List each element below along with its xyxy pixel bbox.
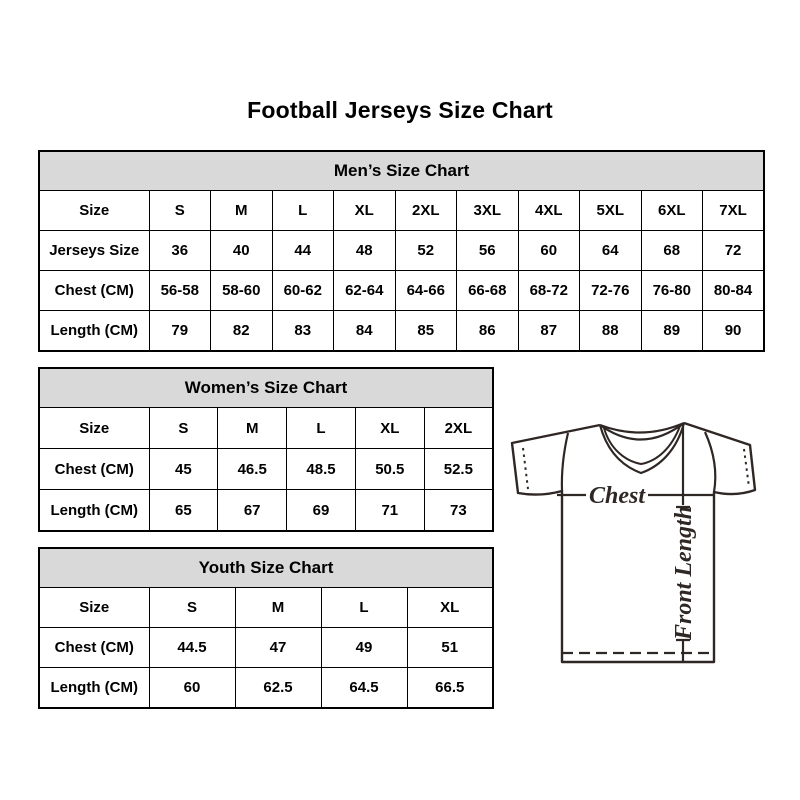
size-cell: 48 bbox=[334, 231, 396, 271]
size-cell: 56 bbox=[457, 231, 519, 271]
size-cell: 83 bbox=[272, 311, 334, 352]
size-cell: 58-60 bbox=[211, 271, 273, 311]
size-cell: 85 bbox=[395, 311, 457, 352]
mens-table-title: Men’s Size Chart bbox=[39, 151, 764, 191]
size-cell: 67 bbox=[218, 490, 287, 532]
size-cell: 3XL bbox=[457, 191, 519, 231]
size-cell: 71 bbox=[355, 490, 424, 532]
size-cell: 52.5 bbox=[424, 449, 493, 490]
size-cell: 89 bbox=[641, 311, 703, 352]
table-row bbox=[39, 408, 493, 449]
row-label: Chest (CM) bbox=[39, 271, 149, 311]
size-cell: 4XL bbox=[518, 191, 580, 231]
womens-size-table bbox=[38, 367, 494, 532]
size-cell: 5XL bbox=[580, 191, 642, 231]
table-row bbox=[39, 311, 764, 352]
table-row bbox=[39, 628, 493, 668]
size-cell: 60 bbox=[149, 668, 235, 709]
table-row bbox=[39, 588, 493, 628]
table-row bbox=[39, 449, 493, 490]
front-length-label: Front Length bbox=[671, 505, 697, 641]
size-cell: 64-66 bbox=[395, 271, 457, 311]
row-label: Length (CM) bbox=[39, 490, 149, 532]
row-label: Size bbox=[39, 191, 149, 231]
size-cell: 79 bbox=[149, 311, 211, 352]
table-row bbox=[39, 151, 764, 191]
size-cell: 84 bbox=[334, 311, 396, 352]
size-cell: 68 bbox=[641, 231, 703, 271]
size-cell: 68-72 bbox=[518, 271, 580, 311]
size-cell: M bbox=[218, 408, 287, 449]
jersey-measurement-diagram bbox=[498, 406, 774, 672]
size-cell: 66.5 bbox=[407, 668, 493, 709]
womens-table-title: Women’s Size Chart bbox=[39, 368, 493, 408]
size-cell: 66-68 bbox=[457, 271, 519, 311]
row-label: Length (CM) bbox=[39, 668, 149, 709]
chest-label: Chest bbox=[588, 483, 646, 509]
size-cell: 90 bbox=[703, 311, 765, 352]
size-cell: 2XL bbox=[424, 408, 493, 449]
size-cell: 82 bbox=[211, 311, 273, 352]
size-cell: L bbox=[287, 408, 356, 449]
table-row bbox=[39, 271, 764, 311]
size-cell: M bbox=[235, 588, 321, 628]
size-cell: 50.5 bbox=[355, 449, 424, 490]
size-cell: XL bbox=[355, 408, 424, 449]
size-cell: S bbox=[149, 588, 235, 628]
size-cell: 51 bbox=[407, 628, 493, 668]
size-cell: 72 bbox=[703, 231, 765, 271]
size-cell: 65 bbox=[149, 490, 218, 532]
jersey-outline bbox=[512, 423, 755, 662]
size-cell: 47 bbox=[235, 628, 321, 668]
size-cell: 88 bbox=[580, 311, 642, 352]
table-row bbox=[39, 668, 493, 709]
row-label: Length (CM) bbox=[39, 311, 149, 352]
sleeve-stitch-right bbox=[744, 449, 749, 487]
row-label: Jerseys Size bbox=[39, 231, 149, 271]
size-cell: S bbox=[149, 191, 211, 231]
size-cell: 64.5 bbox=[321, 668, 407, 709]
size-cell: 2XL bbox=[395, 191, 457, 231]
size-cell: XL bbox=[407, 588, 493, 628]
size-cell: 40 bbox=[211, 231, 273, 271]
size-cell: XL bbox=[334, 191, 396, 231]
youth-size-table bbox=[38, 547, 494, 709]
size-cell: 52 bbox=[395, 231, 457, 271]
size-cell: 87 bbox=[518, 311, 580, 352]
size-cell: 60-62 bbox=[272, 271, 334, 311]
youth-table-title: Youth Size Chart bbox=[39, 548, 493, 588]
size-cell: 72-76 bbox=[580, 271, 642, 311]
sleeve-seam-left bbox=[562, 433, 568, 491]
size-cell: 73 bbox=[424, 490, 493, 532]
table-row bbox=[39, 490, 493, 532]
table-row bbox=[39, 191, 764, 231]
size-cell: 64 bbox=[580, 231, 642, 271]
page-title: Football Jerseys Size Chart bbox=[247, 97, 553, 123]
table-row bbox=[39, 231, 764, 271]
size-cell: 48.5 bbox=[287, 449, 356, 490]
size-cell: 46.5 bbox=[218, 449, 287, 490]
size-cell: 44.5 bbox=[149, 628, 235, 668]
size-cell: 76-80 bbox=[641, 271, 703, 311]
size-cell: 62-64 bbox=[334, 271, 396, 311]
size-cell: 49 bbox=[321, 628, 407, 668]
size-cell: 44 bbox=[272, 231, 334, 271]
collar-inner-arc bbox=[600, 423, 684, 440]
size-cell: 7XL bbox=[703, 191, 765, 231]
size-cell: 80-84 bbox=[703, 271, 765, 311]
row-label: Chest (CM) bbox=[39, 628, 149, 668]
size-cell: M bbox=[211, 191, 273, 231]
size-cell: 62.5 bbox=[235, 668, 321, 709]
size-cell: 36 bbox=[149, 231, 211, 271]
size-cell: 56-58 bbox=[149, 271, 211, 311]
size-cell: 6XL bbox=[641, 191, 703, 231]
size-cell: 69 bbox=[287, 490, 356, 532]
row-label: Chest (CM) bbox=[39, 449, 149, 490]
size-cell: S bbox=[149, 408, 218, 449]
size-cell: L bbox=[321, 588, 407, 628]
row-label: Size bbox=[39, 408, 149, 449]
row-label: Size bbox=[39, 588, 149, 628]
mens-size-table bbox=[38, 150, 765, 352]
table-row bbox=[39, 368, 493, 408]
size-cell: 45 bbox=[149, 449, 218, 490]
sleeve-stitch-left bbox=[523, 448, 528, 489]
size-cell: 60 bbox=[518, 231, 580, 271]
sleeve-seam-right bbox=[705, 432, 715, 492]
table-row bbox=[39, 548, 493, 588]
size-cell: 86 bbox=[457, 311, 519, 352]
size-cell: L bbox=[272, 191, 334, 231]
